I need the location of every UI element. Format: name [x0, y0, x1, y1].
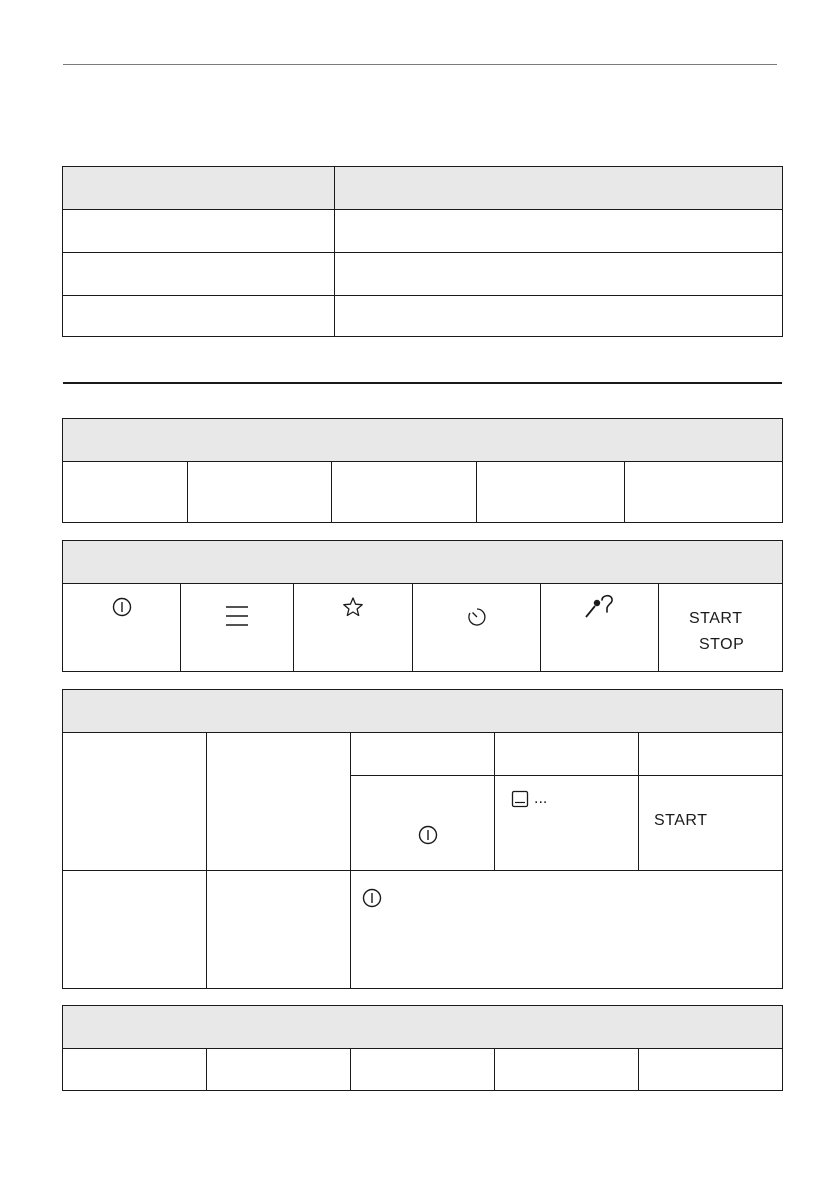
table-2-cell — [625, 462, 783, 523]
power-icon — [361, 887, 383, 909]
table-5-cell — [639, 1049, 783, 1091]
table-1-cell — [335, 253, 783, 296]
table-4-cell — [63, 733, 207, 871]
table-1-cell — [335, 296, 783, 337]
table-4-cell — [351, 733, 495, 776]
power-icon — [417, 824, 439, 846]
table-3-cell-power — [63, 584, 181, 672]
table-3-cell-menu — [181, 584, 294, 672]
table-4-cell — [207, 733, 351, 871]
timer-icon — [466, 606, 488, 628]
table-1-cell — [335, 210, 783, 253]
probe-icon — [583, 592, 617, 620]
table-2 — [62, 418, 783, 523]
table-2-cell — [477, 462, 625, 523]
table-3-cell-timer — [413, 584, 541, 672]
table-2-cell — [63, 462, 188, 523]
table-1-cell — [63, 296, 335, 337]
table-5-header — [63, 1006, 783, 1049]
oven-ellipsis: ... — [534, 790, 548, 807]
table-3-cell-start-stop — [659, 584, 783, 672]
table-5-cell — [207, 1049, 351, 1091]
oven-icon — [511, 790, 529, 808]
table-4-cell — [495, 733, 639, 776]
table-1-cell — [63, 253, 335, 296]
menu-icon — [224, 604, 250, 628]
table-5-cell — [63, 1049, 207, 1091]
stop-label: STOP — [699, 636, 745, 653]
start-label: START — [689, 610, 743, 627]
table-4-header — [63, 690, 783, 733]
star-icon — [342, 596, 364, 618]
table-4-cell-oven — [495, 776, 639, 871]
table-4-cell — [63, 871, 207, 989]
table-5-cell — [495, 1049, 639, 1091]
header-rule — [63, 64, 777, 65]
table-4-cell — [207, 871, 351, 989]
table-3-cell-probe — [541, 584, 659, 672]
table-4-cell-start — [639, 776, 783, 871]
table-1-header-cell-2 — [335, 167, 783, 210]
table-2-cell — [188, 462, 332, 523]
table-4-cell-wide — [351, 871, 783, 989]
table-3 — [62, 540, 783, 672]
table-2-cell — [332, 462, 477, 523]
table-3-cell-star — [294, 584, 413, 672]
table-1 — [62, 166, 783, 337]
table-4 — [62, 689, 783, 989]
power-icon — [111, 596, 133, 618]
start-label: START — [654, 812, 708, 829]
table-4-cell-power — [351, 776, 495, 871]
table-1-header-cell-1 — [63, 167, 335, 210]
table-3-header — [63, 541, 783, 584]
section-rule — [63, 382, 782, 384]
table-1-cell — [63, 210, 335, 253]
table-4-cell — [639, 733, 783, 776]
table-5 — [62, 1005, 783, 1091]
table-5-cell — [351, 1049, 495, 1091]
table-2-header — [63, 419, 783, 462]
